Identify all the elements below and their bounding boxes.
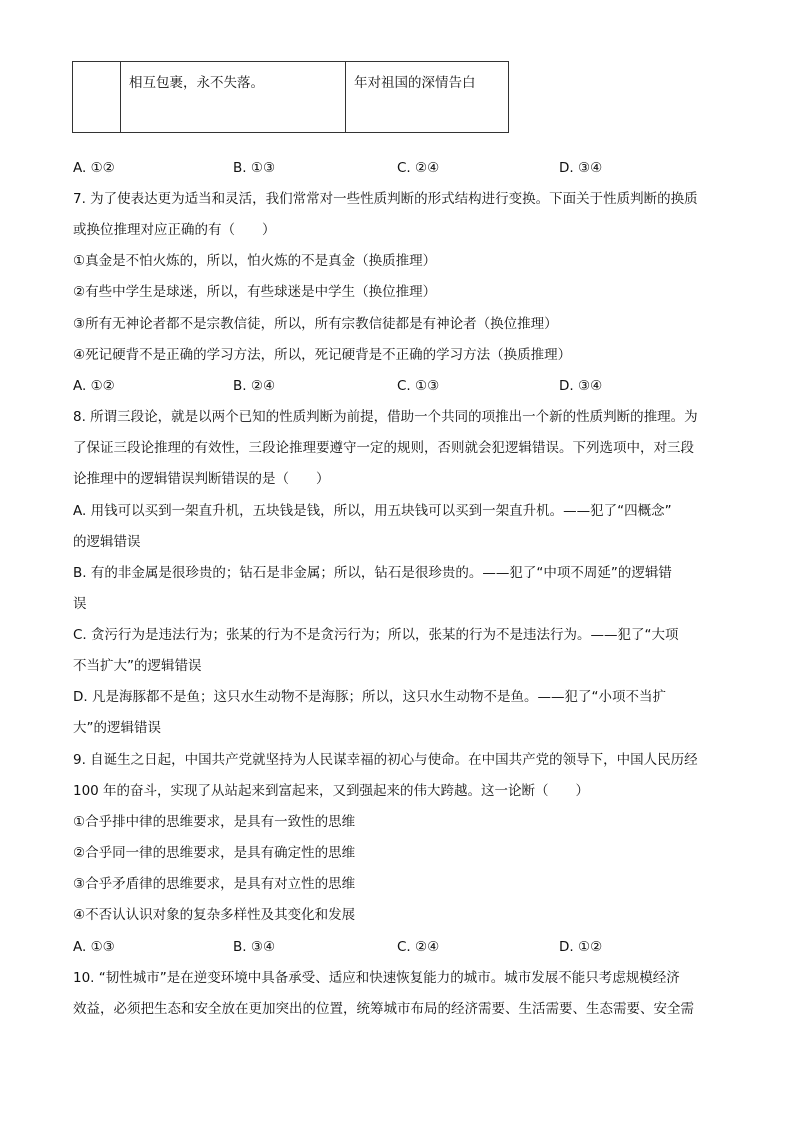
q7-option-d: D. ③④: [559, 378, 603, 394]
q10-stem-line-2: 效益，必须把生态和安全放在更加突出的位置，统筹城市布局的经济需要、生活需要、生态需要、安全需: [73, 1001, 694, 1017]
table-cell-left: 相互包裹，永不失落。: [121, 62, 346, 133]
q6-option-d: D. ③④: [559, 160, 603, 176]
q9-stem-line-1: 9. 自诞生之日起，中国共产党就坚持为人民谋幸福的初心与使命。在中国共产党的领导下，中国人民历经: [73, 752, 698, 768]
q9-option-d: D. ①②: [559, 939, 603, 955]
q7-stem-line-2: 或换位推理对应正确的有（ ）: [73, 222, 276, 238]
q7-option-b: B. ②④: [233, 378, 276, 394]
q6-option-a: A. ①②: [73, 160, 115, 176]
answer-table-fragment: [72, 61, 509, 133]
q9-options: [73, 937, 713, 957]
q7-item-4: ④死记硬背不是正确的学习方法，所以，死记硬背是不正确的学习方法（换质推理）: [73, 347, 572, 363]
table-cell-index: [73, 62, 121, 133]
q7-item-1: ①真金是不怕火炼的，所以，怕火炼的不是真金（换质推理）: [73, 253, 437, 269]
q9-option-a: A. ①③: [73, 939, 115, 955]
table-row: [73, 62, 509, 133]
q8-choice-c-line-1: C. 贪污行为是违法行为；张某的行为不是贪污行为；所以，张某的行为不是违法行为。——犯了“大项: [73, 627, 679, 643]
q8-choice-c-line-2: 不当扩大”的逻辑错误: [73, 658, 202, 674]
q8-choice-b-line-1: B. 有的非金属是很珍贵的；钻石是非金属；所以，钻石是很珍贵的。——犯了“中项不周延”的逻辑错: [73, 565, 672, 581]
q6-option-c: C. ②④: [397, 160, 440, 176]
q8-choice-d-line-1: D. 凡是海豚都不是鱼；这只水生动物不是海豚；所以，这只水生动物不是鱼。——犯了“小项不当扩: [73, 689, 666, 705]
q7-options: [73, 376, 713, 396]
q7-item-3: ③所有无神论者都不是宗教信徒，所以，所有宗教信徒都是有神论者（换位推理）: [73, 316, 558, 332]
q7-item-2: ②有些中学生是球迷，所以，有些球迷是中学生（换位推理）: [73, 284, 437, 300]
q8-choice-b-line-2: 误: [73, 596, 87, 612]
q6-options: [73, 158, 713, 178]
q6-option-b: B. ①③: [233, 160, 276, 176]
q9-stem-line-2: 100 年的奋斗，实现了从站起来到富起来，又到强起来的伟大跨越。这一论断（ ）: [73, 783, 590, 799]
q7-option-a: A. ①②: [73, 378, 115, 394]
q8-choice-a-line-2: 的逻辑错误: [73, 534, 141, 550]
q9-option-b: B. ③④: [233, 939, 276, 955]
q9-item-1: ①合乎排中律的思维要求，是具有一致性的思维: [73, 814, 356, 830]
q9-item-3: ③合乎矛盾律的思维要求，是具有对立性的思维: [73, 876, 356, 892]
q7-stem-line-1: 7. 为了使表达更为适当和灵活，我们常常对一些性质判断的形式结构进行变换。下面关于性质判断的换质: [73, 191, 698, 207]
q7-option-c: C. ①③: [397, 378, 440, 394]
q8-stem-line-3: 论推理中的逻辑错误判断错误的是（ ）: [73, 471, 330, 487]
q9-item-4: ④不否认认识对象的复杂多样性及其变化和发展: [73, 907, 356, 923]
q8-stem-line-1: 8. 所谓三段论，就是以两个已知的性质判断为前提，借助一个共同的项推出一个新的性质判断的推理。为: [73, 409, 698, 425]
q8-choice-d-line-2: 大”的逻辑错误: [73, 720, 161, 736]
q8-stem-line-2: 了保证三段论推理的有效性，三段论推理要遵守一定的规则，否则就会犯逻辑错误。下列选项中，对三段: [73, 440, 694, 456]
q9-item-2: ②合乎同一律的思维要求，是具有确定性的思维: [73, 845, 356, 861]
q9-option-c: C. ②④: [397, 939, 440, 955]
q8-choice-a-line-1: A. 用钱可以买到一架直升机，五块钱是钱，所以，用五块钱可以买到一架直升机。——犯了“四概念”: [73, 503, 672, 519]
q10-stem-line-1: 10. “韧性城市”是在逆变环境中具备承受、适应和快速恢复能力的城市。城市发展不能只考虑规模经济: [73, 970, 680, 986]
table-cell-right: 年对祖国的深情告白: [346, 62, 509, 133]
